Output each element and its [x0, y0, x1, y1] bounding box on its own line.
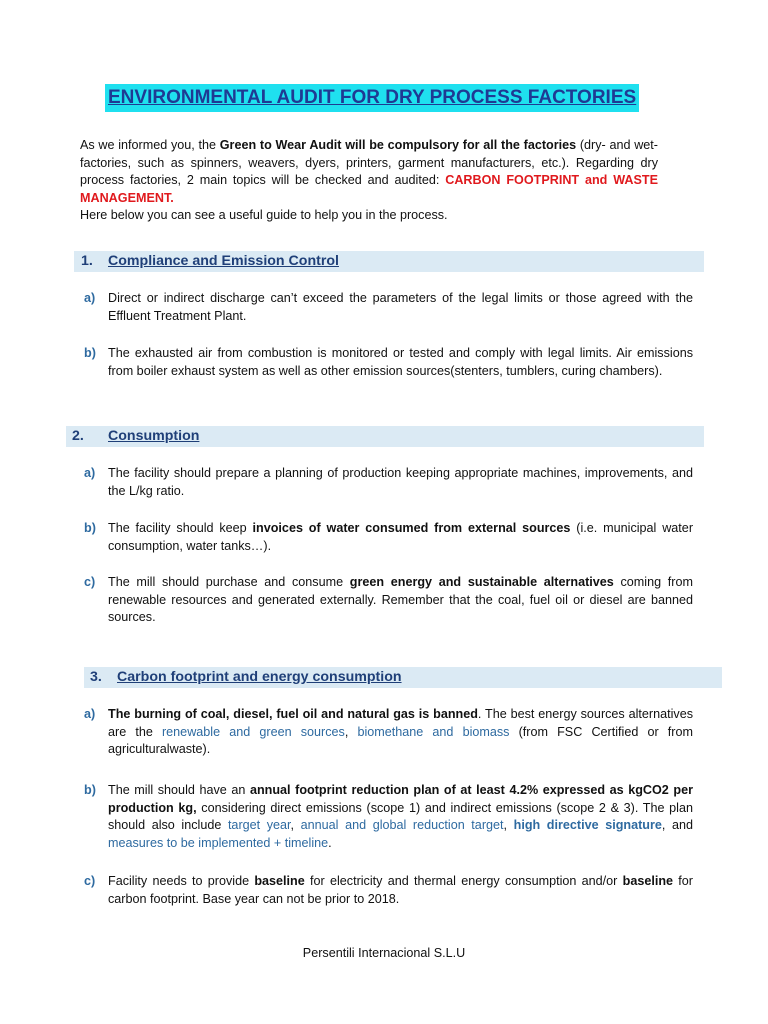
text-part: ,: [344, 724, 358, 739]
section-number: 2.: [72, 428, 84, 444]
bold-text: green energy and sustainable alternatives: [349, 575, 614, 589]
section-1-header: [74, 251, 704, 272]
text-part: The mill should have an: [108, 783, 250, 797]
item-text: [108, 574, 693, 627]
page-footer: Persentili Internacional S.L.U: [302, 946, 466, 960]
intro-paragraph: [80, 137, 658, 225]
item-text: [108, 873, 693, 908]
text-part: ,: [290, 818, 301, 832]
item-label: a): [84, 707, 96, 721]
item-label: a): [84, 466, 96, 480]
text-part: The facility should keep: [108, 521, 253, 535]
text-part: , and: [661, 818, 694, 832]
item-text: Direct or indirect discharge can’t exceed the parameters of the legal limits or those agreed with the Effluent Treatment Plant.: [108, 291, 693, 323]
text-part: . The best energy sources alternatives are the: [108, 707, 693, 739]
intro-text-part: (dry- and wet-factories, such as spinners, weavers, dyers, printers, garment manufacturers, etc.). Regarding dry process factories, 2 main topics will be checked and audited:: [80, 138, 658, 187]
blue-text: target year: [227, 818, 291, 832]
item-text: [108, 782, 693, 852]
bold-text: baseline: [254, 874, 305, 888]
bold-text: The burning of coal, diesel, fuel oil and natural gas is banned: [108, 707, 478, 721]
bold-text: baseline: [622, 874, 674, 888]
item-label: b): [84, 346, 96, 360]
intro-text-part: As we informed you, the: [80, 138, 220, 152]
item-label: b): [84, 783, 96, 797]
item-text: [108, 520, 693, 555]
section-number: 3.: [90, 669, 102, 685]
text-part: for electricity and thermal energy consumption and/or: [304, 874, 623, 888]
intro-topics-highlight: CARBON FOOTPRINT and WASTE MANAGEMENT.: [80, 173, 658, 205]
text-part: .: [328, 835, 332, 850]
text-part: considering direct emissions (scope 1) and indirect emissions (scope 2 & 3). The plan should also include: [108, 800, 693, 832]
intro-audit-highlight: Green to Wear Audit will be compulsory for all the factories: [219, 138, 577, 152]
text-part: (from FSC Certified or from agriculturalwaste).: [108, 724, 693, 756]
section-3-header: [84, 667, 722, 688]
section-2-header: [66, 426, 704, 447]
text-part: (i.e. municipal water consumption, water tanks…).: [108, 521, 694, 553]
text-part: coming from renewable resources and generated externally. Remember that the coal, fuel oil or diesel are banned sources.: [108, 575, 693, 624]
item-label: b): [84, 521, 96, 535]
intro-text: [80, 137, 658, 207]
item-text: The facility should prepare a planning of production keeping appropriate machines, improvements, and the L/kg ratio.: [108, 466, 693, 498]
blue-text: biomethane and biomass: [357, 724, 510, 739]
section-title: Compliance and Emission Control: [108, 253, 339, 269]
item-label: a): [84, 291, 96, 305]
section-title: Consumption: [108, 428, 200, 444]
blue-text: renewable and green sources: [161, 724, 345, 739]
text-part: Facility needs to provide: [108, 874, 255, 888]
item-text: The exhausted air from combustion is monitored or tested and comply with legal limits. Air emissions from boiler exhaust system as well as other emission sources(stenters, tumblers, curing chambers).: [108, 346, 693, 378]
document-title: ENVIRONMENTAL AUDIT FOR DRY PROCESS FACTORIES: [105, 84, 639, 112]
text-part: ,: [503, 818, 514, 832]
item-text: [108, 706, 693, 759]
section-number: 1.: [81, 253, 93, 269]
bold-text: invoices of water consumed from external sources: [252, 521, 571, 535]
text-part: for carbon footprint. Base year can not be prior to 2018.: [108, 874, 693, 906]
bold-text: annual footprint reduction plan of at least 4.2% expressed as kgCO2 per production kg,: [108, 783, 693, 815]
blue-text: annual and global reduction target: [300, 818, 504, 832]
text-part: The mill should purchase and consume: [108, 575, 350, 589]
blue-text: measures to be implemented + timeline: [108, 835, 329, 850]
intro-guide-text: Here below you can see a useful guide to help you in the process.: [80, 208, 448, 222]
item-label: c): [84, 874, 96, 888]
blue-bold-text: high directive signature: [513, 818, 662, 832]
section-title: Carbon footprint and energy consumption: [117, 669, 402, 685]
item-label: c): [84, 575, 96, 589]
